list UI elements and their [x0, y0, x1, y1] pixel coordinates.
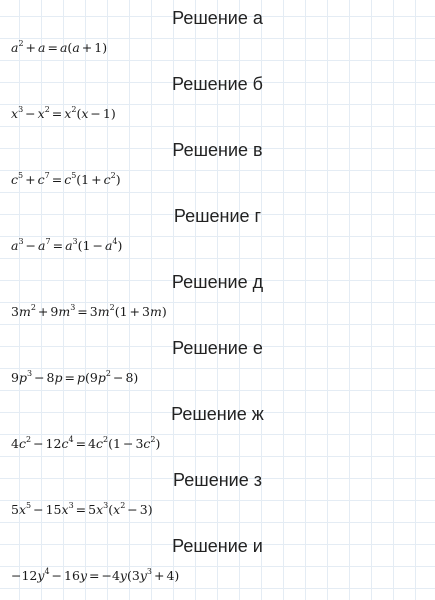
math-number: (3: [126, 568, 140, 583]
math-exponent: 3: [68, 500, 74, 510]
math-operator: −: [90, 106, 101, 121]
math-exponent: 5: [26, 500, 32, 510]
math-number: (: [76, 106, 82, 121]
math-operator: +: [91, 172, 102, 187]
math-operator: =: [47, 40, 58, 55]
math-operator: +: [129, 304, 141, 319]
math-variable: y: [119, 568, 127, 583]
math-number: (9: [85, 370, 98, 385]
math-variable: p: [54, 370, 63, 385]
math-exponent: 5: [71, 170, 77, 180]
math-number: 5: [11, 502, 19, 517]
math-number: 4: [88, 436, 96, 451]
solution-d: [0, 270, 435, 336]
solution-b: [0, 72, 435, 138]
math-operator: =: [75, 436, 87, 451]
math-operator: =: [51, 172, 63, 187]
math-number: (1: [114, 304, 128, 319]
solution-title: Решение г: [173, 206, 262, 226]
solution-e: [0, 336, 435, 402]
solution-a: [0, 6, 435, 72]
math-exponent: 2: [103, 434, 109, 444]
math-variable: x: [37, 106, 45, 121]
math-operator: −: [34, 370, 45, 385]
math-operator: =: [51, 106, 63, 121]
math-variable: x: [18, 502, 27, 517]
math-number: 3): [139, 502, 153, 517]
math-number: 8: [46, 370, 55, 385]
math-variable: x: [64, 106, 72, 121]
solution-equation: [11, 39, 107, 57]
math-variable: m: [18, 304, 31, 319]
solution-equation: [11, 567, 179, 585]
math-number: ): [155, 436, 161, 451]
math-operator: −: [122, 436, 134, 451]
math-exponent: 7: [45, 236, 51, 246]
math-operator: −: [33, 436, 44, 451]
math-number: (1: [77, 238, 91, 253]
math-number: 5: [88, 502, 97, 517]
math-exponent: 4: [112, 236, 118, 246]
math-number: −4: [101, 568, 120, 583]
solution-z: [0, 468, 435, 534]
solution-title: Решение е: [172, 338, 263, 358]
math-operator: =: [75, 502, 87, 517]
solution-g: [0, 204, 435, 270]
math-variable: m: [97, 304, 110, 319]
math-exponent: 2: [105, 368, 111, 378]
solution-zh: [0, 402, 435, 468]
math-variable: a: [11, 238, 19, 253]
math-variable: y: [139, 568, 147, 583]
solution-title: Решение ж: [171, 404, 264, 424]
math-number: (: [67, 40, 73, 55]
math-variable: a: [59, 40, 68, 55]
solution-equation: [11, 303, 167, 321]
math-variable: c: [96, 436, 104, 451]
math-exponent: 2: [30, 302, 36, 312]
math-number: 12: [45, 436, 62, 451]
math-operator: −: [33, 502, 44, 517]
math-number: 8): [125, 370, 139, 385]
math-number: 1): [94, 40, 108, 55]
solution-title: Решение в: [172, 140, 263, 160]
math-variable: c: [11, 172, 19, 187]
math-operator: −: [92, 238, 103, 253]
math-exponent: 2: [44, 104, 50, 114]
math-number: 3: [89, 304, 98, 319]
math-operator: +: [37, 304, 49, 319]
math-operator: −: [25, 238, 37, 253]
math-number: ): [117, 238, 123, 253]
solution-equation: [11, 369, 138, 387]
math-operator: −: [25, 106, 36, 121]
solution-title: Решение д: [171, 272, 264, 292]
math-exponent: 4: [68, 434, 74, 444]
math-variable: a: [72, 40, 80, 55]
solution-equation: [11, 237, 122, 255]
solution-v: [0, 138, 435, 204]
math-operator: −: [127, 502, 138, 517]
math-variable: p: [77, 370, 86, 385]
math-number: (: [108, 502, 114, 517]
math-variable: a: [38, 238, 46, 253]
math-variable: y: [37, 568, 45, 583]
math-variable: x: [61, 502, 69, 517]
math-operator: =: [64, 370, 75, 385]
math-number: 3: [135, 436, 144, 451]
math-operator: =: [52, 238, 64, 253]
solution-title: Решение з: [173, 470, 262, 490]
math-variable: m: [149, 304, 162, 319]
math-variable: m: [58, 304, 71, 319]
math-variable: p: [18, 370, 27, 385]
math-operator: =: [89, 568, 100, 583]
math-number: (1: [108, 436, 121, 451]
math-variable: x: [81, 106, 89, 121]
math-number: 4: [11, 436, 19, 451]
math-exponent: 3: [70, 302, 76, 312]
math-operator: −: [112, 370, 124, 385]
math-operator: +: [25, 40, 37, 55]
math-exponent: 3: [18, 236, 24, 246]
math-exponent: 3: [146, 566, 152, 576]
math-exponent: 2: [150, 434, 156, 444]
math-variable: x: [96, 502, 104, 517]
math-variable: p: [97, 370, 106, 385]
math-variable: a: [38, 40, 46, 55]
math-number: 3: [11, 304, 19, 319]
math-number: ): [161, 304, 167, 319]
math-number: 16: [64, 568, 80, 583]
math-variable: a: [11, 40, 19, 55]
math-operator: −: [51, 568, 63, 583]
math-number: 4): [166, 568, 180, 583]
math-exponent: 2: [110, 170, 116, 180]
math-variable: a: [65, 238, 73, 253]
math-exponent: 2: [18, 38, 24, 48]
math-number: 3: [142, 304, 150, 319]
solution-title: Решение и: [172, 536, 263, 556]
solution-equation: [11, 171, 121, 189]
math-exponent: 2: [71, 104, 77, 114]
solution-equation: [11, 105, 116, 123]
math-number: −12: [11, 568, 38, 583]
math-exponent: 2: [25, 434, 32, 444]
solution-i: [0, 534, 435, 600]
math-exponent: 3: [18, 104, 24, 114]
math-number: (1: [76, 172, 90, 187]
math-exponent: 3: [26, 368, 33, 378]
solution-title: Решение б: [172, 74, 263, 94]
math-variable: c: [64, 172, 72, 187]
math-variable: c: [61, 436, 69, 451]
math-number: 15: [45, 502, 62, 517]
solution-title: Решение а: [172, 8, 263, 28]
math-variable: y: [79, 568, 87, 583]
math-exponent: 4: [44, 566, 50, 576]
math-operator: +: [25, 172, 36, 187]
math-operator: +: [153, 568, 165, 583]
solution-equation: [11, 501, 153, 519]
math-variable: a: [104, 238, 113, 253]
solution-equation: [11, 435, 160, 453]
math-exponent: 3: [72, 236, 78, 246]
math-variable: c: [18, 436, 26, 451]
math-variable: c: [143, 436, 151, 451]
math-variable: c: [103, 172, 111, 187]
math-number: 1): [102, 106, 116, 121]
math-number: 9: [11, 370, 19, 385]
math-exponent: 2: [120, 500, 126, 510]
math-operator: =: [77, 304, 88, 319]
math-variable: x: [113, 502, 121, 517]
math-exponent: 7: [44, 170, 50, 180]
math-exponent: 5: [18, 170, 24, 180]
math-operator: +: [81, 40, 93, 55]
math-number: ): [115, 172, 121, 187]
math-exponent: 2: [109, 302, 115, 312]
math-variable: c: [37, 172, 45, 187]
math-number: 9: [50, 304, 59, 319]
math-exponent: 3: [103, 500, 109, 510]
math-variable: x: [11, 106, 19, 121]
